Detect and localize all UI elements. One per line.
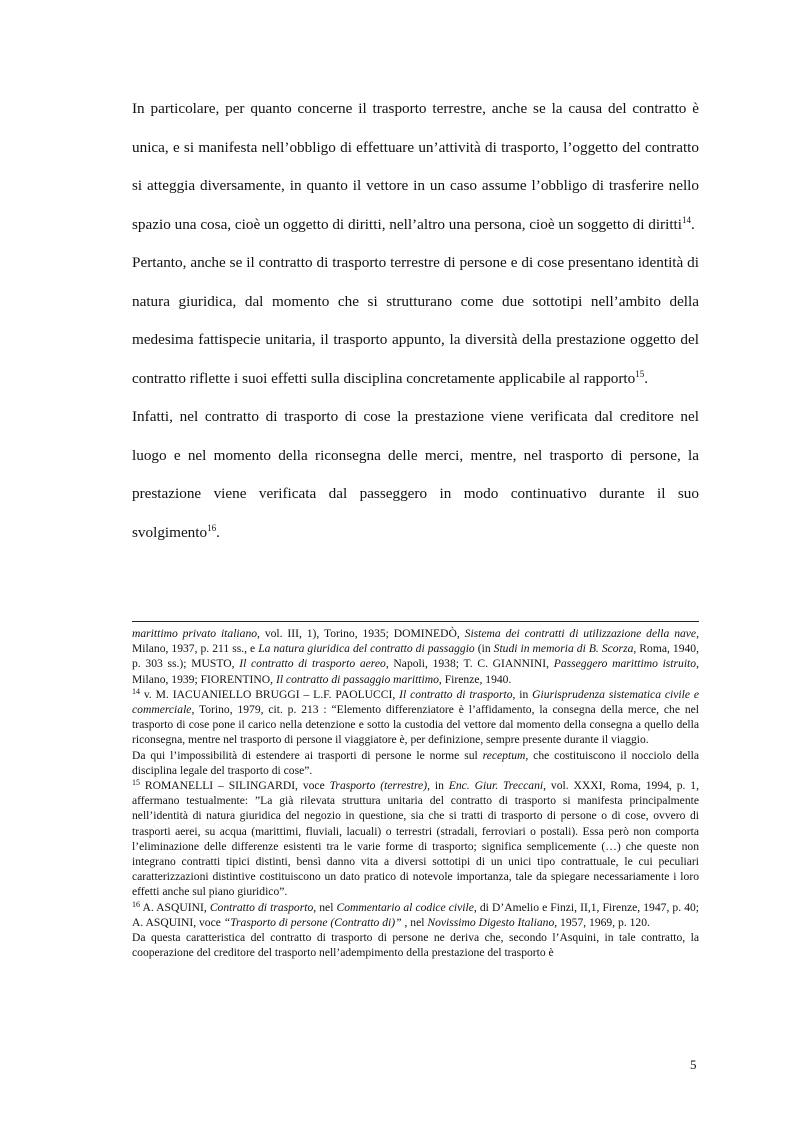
paragraph-2: Pertanto, anche se il contratto di trasporto terrestre di persone e di cose presentano identità di natura giuridica, dal momento che si strutturano come due sottotipi nell’ambito della medesima fattispecie unitaria, il trasporto appunto, la diversità della prestazione oggetto del contratto riflette i suoi effetti sulla disciplina concretamente applicabile al rapporto$^{15}$. <box>132 254 699 387</box>
page-number: 5 <box>690 1057 697 1072</box>
footnotes <box>132 626 699 960</box>
footnote-15: $^{15}$ ROMANELLI – SILINGARDI, voce Trasporto (terrestre), in Enc. Giur. Treccani, vol. XXXI, Roma, 1994, p. 1, affermano testualmente: ”La già rilevata struttura unitaria del contratto di trasporto si manifesta principalmente nell’identità di natura giuridica del negozio in questione, sia che si tratti di trasporto di persone o di cose, ovvero di trasporti aerei, su acqua (marittimi, fluviali, lacuali) o terrestri (stradali, ferroviari o postali). Essa però non comporta l’eliminazione delle differenze esistenti tra le varie forme di trasporto; significa semplicemente (…) che queste non integrano contratti tipici distinti, bensì danno vita a diversi sottotipi di un unici tipo contrattuale, le cui peculiari caratterizzazioni distintive costituiscono un dato pratico di notevole importanza, tale da spiegare necessariamente i loro effetti anche sul piano giuridico”. <box>132 778 699 899</box>
footnote-number: 14 <box>132 686 140 696</box>
footnote-16-continued: Da questa caratteristica del contratto di trasporto di persone ne deriva che, secondo l’Asquini, in tale contratto, la cooperazione del creditore del trasporto nell’adempimento della prestazione del trasporto è <box>132 931 699 960</box>
footnote-separator <box>132 621 699 622</box>
footnote-number: 15 <box>132 778 140 788</box>
footnote-number: 16 <box>132 899 140 909</box>
footnote-14-continued: Da qui l’impossibilità di estendere ai trasporti di persone le norme sul receptum, che costituiscono il nocciolo della disciplina legale del trasporto di cose”. <box>132 748 699 777</box>
paragraph-1: In particolare, per quanto concerne il trasporto terrestre, anche se la causa del contratto è unica, e si manifesta nell’obbligo di effettuare un’attività di trasporto, l’oggetto del contratto si atteggia diversamente, in quanto il vettore in un caso assume l’obbligo di trasferire nello spazio una cosa, cioè un oggetto di diritti, nell’altro una persona, cioè un soggetto di diritti$^{14}$. <box>132 100 699 233</box>
footnote-ref-15[interactable]: 15 <box>635 368 645 379</box>
footnote-continuation: marittimo privato italiano, vol. III, 1), Torino, 1935; DOMINEDÒ, Sistema dei contratti di utilizzazione della nave, Milano, 1937, p. 211 ss., e La natura giuridica del contratto di passaggio (in Studi in memoria di B. Scorza, Roma, 1940, p. 303 ss.); MUSTO, Il contratto di trasporto aereo, Napoli, 1938; T. C. GIANNINI, Passeggero marittimo istruito, Milano, 1939; FIORENTINO, Il contratto di passaggio marittimo, Firenze, 1940. <box>132 627 700 686</box>
footnote-ref-16[interactable]: 16 <box>207 522 217 533</box>
footnote-16: $^{16}$ A. ASQUINI, Contratto di trasporto, nel Commentario al codice civile, di D’Amelio e Finzi, II,1, Firenze, 1947, p. 40; A. ASQUINI, voce “Trasporto di persone (Contratto di)” , nel Novissimo Digesto Italiano, 1957, 1969, p. 120. <box>132 899 700 929</box>
footnote-14: $^{14}$ v. M. IACUANIELLO BRUGGI – L.F. PAOLUCCI, Il contratto di trasporto, in Giurisprudenza sistematica civile e commerciale, Torino, 1979, cit. p. 213 : “Elemento differenziatore è l’affidamento, la consegna della merce, che nel trasporto di cose pone il carico nella detenzione e sotto la custodia del vettore dal momento della consegna a quello della riconsegna, mentre nel trasporto di persone il viaggiatore è, per definizione, sempre presente durante il viaggio. <box>132 686 699 747</box>
footnote-ref-14[interactable]: 14 <box>682 214 691 225</box>
main-text <box>132 90 699 552</box>
paragraph-3: Infatti, nel contratto di trasporto di cose la prestazione viene verificata dal creditore nel luogo e nel momento della riconsegna delle merci, mentre, nel trasporto di persone, la prestazione viene verificata dal passeggero in modo continuativo durante il suo svolgimento$^{16}$. <box>132 408 699 541</box>
